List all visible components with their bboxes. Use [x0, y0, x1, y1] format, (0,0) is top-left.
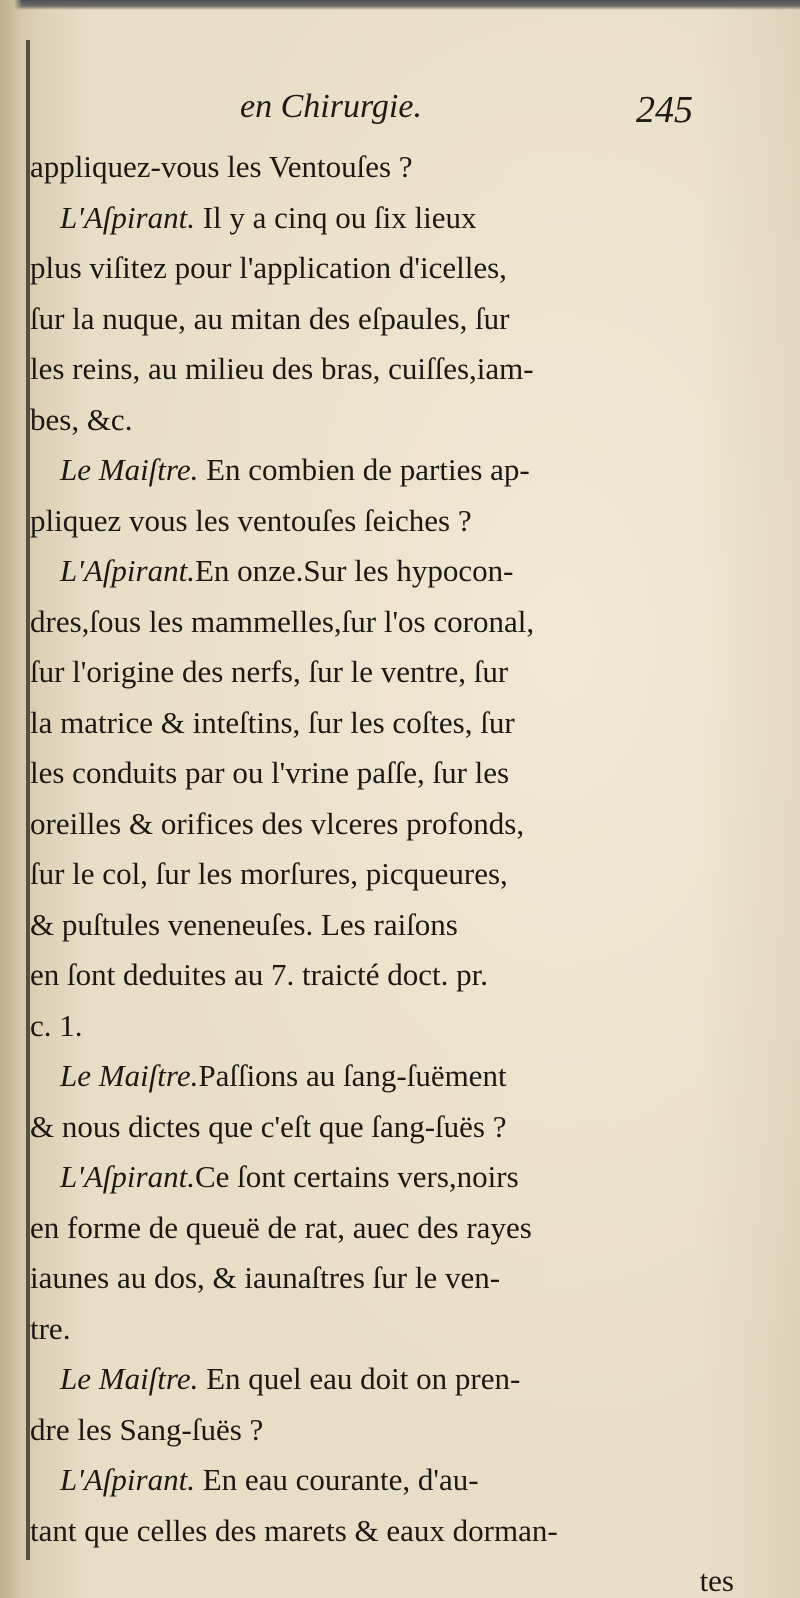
text-line	[30, 1506, 778, 1557]
line-text: tre.	[30, 1310, 71, 1346]
text-line	[30, 1304, 778, 1355]
line-text: tant que celles des marets & eaux dorman-	[30, 1512, 558, 1548]
text-line	[30, 799, 778, 850]
line-text: Ce ſont certains vers,noirs	[194, 1159, 519, 1194]
text-line	[30, 647, 778, 698]
speaker-label: L'Aſpirant.	[60, 1159, 195, 1194]
line-text: & nous dictes que c'eſt que ſang-ſuës ?	[30, 1108, 507, 1144]
running-head-title: en Chirurgie.	[240, 88, 422, 125]
line-text: Il y a cinq ou ſix lieux	[194, 199, 477, 235]
line-text: Paſſions au ſang-ſuëment	[198, 1058, 507, 1093]
text-line	[30, 193, 778, 244]
line-text: appliquez-vous les Ventouſes ?	[30, 149, 413, 184]
speaker-label: L'Aſpirant.	[60, 199, 195, 235]
text-line	[30, 445, 778, 496]
line-text: en forme de queuë de rat, auec des rayes	[30, 1209, 532, 1245]
line-text: iaunes au dos, & iaunaſtres ſur le ven-	[30, 1260, 501, 1295]
line-text: dres,ſous les mammelles,ſur l'os coronal,	[30, 603, 535, 639]
line-text: les conduits par ou l'vrine paſſe, ſur les	[30, 755, 510, 790]
text-line	[30, 698, 778, 749]
catchword: tes	[699, 1563, 734, 1598]
text-line	[30, 849, 778, 900]
line-text: ſur le col, ſur les morſures, picqueures,	[30, 856, 508, 891]
line-text: bes, &c.	[30, 401, 133, 437]
text-line	[30, 546, 778, 597]
text-line	[30, 748, 778, 799]
speaker-label: L'Aſpirant.	[60, 1462, 195, 1497]
text-line	[30, 294, 778, 345]
text-line	[30, 1455, 778, 1506]
text-line	[30, 1354, 778, 1405]
text-line	[30, 496, 778, 547]
running-head	[0, 88, 800, 138]
text-line	[30, 1203, 778, 1254]
line-text: En eau courante, d'au-	[194, 1462, 479, 1497]
text-line	[30, 243, 778, 294]
speaker-label: Le Maiſtre.	[60, 452, 199, 487]
text-line	[30, 142, 778, 193]
line-text: & puſtules veneneuſes. Les raiſons	[30, 906, 458, 942]
page-top-edge	[0, 0, 800, 10]
text-line	[30, 1152, 778, 1203]
text-line	[30, 1405, 778, 1456]
line-text: En onze.Sur les hypocon-	[194, 553, 514, 588]
line-text: c. 1.	[30, 1007, 83, 1043]
speaker-label: L'Aſpirant.	[60, 553, 195, 588]
text-body	[30, 142, 778, 1598]
page-gutter	[0, 0, 22, 1598]
text-line	[30, 1001, 778, 1052]
text-line	[30, 344, 778, 395]
line-text: en ſont deduites au 7. traicté doct. pr.	[30, 957, 488, 992]
speaker-label: Le Maiſtre.	[60, 1361, 199, 1396]
text-line	[30, 597, 778, 648]
line-text: la matrice & inteſtins, ſur les coſtes, ſur	[30, 704, 515, 740]
line-text: les reins, au milieu des bras, cuiſſes,iam-	[30, 351, 534, 386]
line-text: En quel eau doit on pren-	[198, 1361, 521, 1396]
text-line	[30, 395, 778, 446]
speaker-label: Le Maiſtre.	[60, 1058, 199, 1093]
text-line	[30, 950, 778, 1001]
line-text: En combien de parties ap-	[198, 452, 530, 487]
text-line	[30, 1253, 778, 1304]
line-text: ſur l'origine des nerfs, ſur le ventre, ſur	[30, 654, 509, 689]
line-text: pliquez vous les ventouſes ſeiches ?	[30, 502, 472, 538]
line-text: oreilles & orifices des vlceres profonds,	[30, 805, 525, 841]
line-text: ſur la nuque, au mitan des eſpaules, ſur	[30, 300, 510, 336]
text-line	[30, 1102, 778, 1153]
line-text: plus viſitez pour l'application d'icelles,	[30, 250, 507, 285]
page-number: 245	[636, 89, 693, 131]
text-line	[30, 900, 778, 951]
line-text: dre les Sang-ſuës ?	[30, 1411, 264, 1447]
text-line	[30, 1051, 778, 1102]
